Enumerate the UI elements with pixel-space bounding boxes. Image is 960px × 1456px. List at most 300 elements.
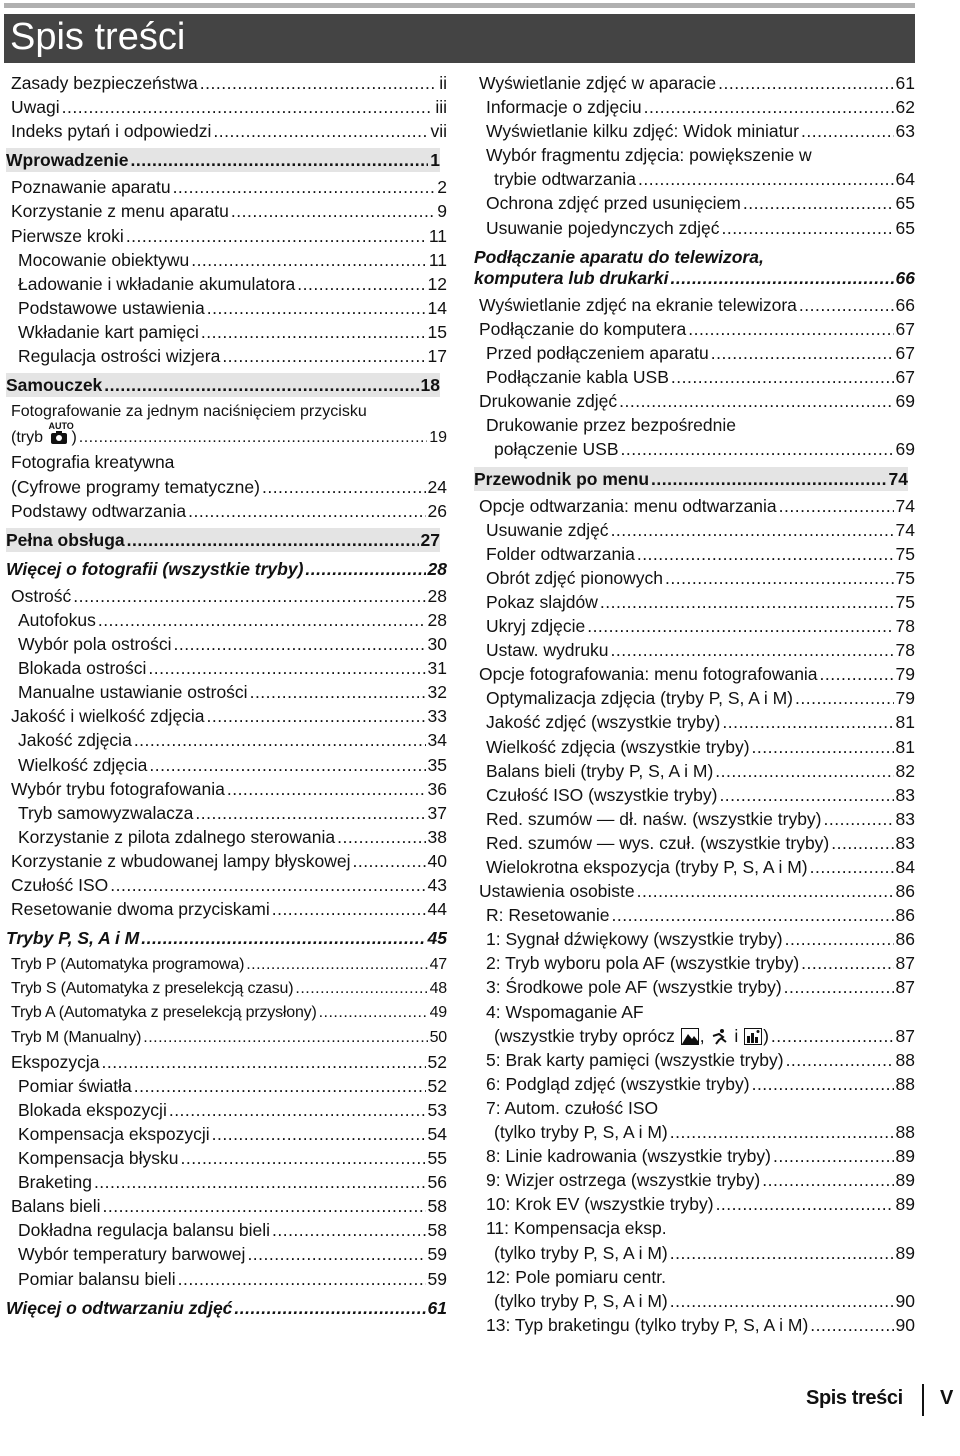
toc-page-number: iii bbox=[435, 97, 447, 118]
dot-leader bbox=[134, 728, 426, 752]
toc-entry-title-text: Opcje fotografowania: menu fotografowania bbox=[479, 664, 818, 685]
toc-entry-title-text: trybie odtwarzania bbox=[494, 169, 637, 190]
toc-page-number: 27 bbox=[420, 529, 440, 550]
toc-entry-title bbox=[11, 584, 71, 608]
toc-entry-title bbox=[486, 1072, 750, 1096]
dot-leader bbox=[771, 1024, 894, 1048]
toc-entry-poznawanie-aparatu[interactable] bbox=[6, 175, 447, 199]
dot-leader bbox=[670, 1120, 894, 1144]
toc-entry-obrot-zdjec-pionowych[interactable] bbox=[474, 566, 915, 590]
toc-entry-drukowanie-zdjec[interactable] bbox=[474, 389, 915, 413]
toc-entry-tylko-tryby-p-s-a-i-m[interactable] bbox=[474, 1289, 915, 1313]
toc-page-number: 35 bbox=[427, 754, 447, 775]
toc-entry-ukryj-zdjecie[interactable] bbox=[474, 614, 915, 638]
toc-entry-blokada-ekspozycji[interactable] bbox=[6, 1098, 447, 1122]
toc-entry-title bbox=[11, 403, 367, 420]
toc-entry-balans-bieli[interactable] bbox=[6, 1194, 447, 1218]
toc-page-number: 52 bbox=[427, 1075, 447, 1096]
toc-page-number: 89 bbox=[895, 1146, 915, 1167]
toc-entry-4-wspomaganie-af[interactable] bbox=[474, 1000, 915, 1024]
toc-entry-title bbox=[486, 566, 663, 590]
toc-page-number: 88 bbox=[895, 1049, 915, 1070]
toc-page-number: 69 bbox=[895, 439, 915, 460]
dot-leader bbox=[779, 494, 894, 518]
toc-entry-wybor-trybu-fotografowania[interactable] bbox=[6, 777, 447, 801]
toc-entry-9-wizjer-ostrzega-wszystkie-tryby[interactable] bbox=[474, 1168, 915, 1192]
dot-leader bbox=[831, 831, 893, 855]
night-landscape-icon bbox=[744, 1027, 762, 1044]
toc-entry-title-text: 9: Wizjer ostrzega (wszystkie tryby) bbox=[486, 1170, 761, 1191]
toc-entry-podstawowe-ustawienia[interactable] bbox=[6, 296, 447, 320]
toc-page-number: 82 bbox=[895, 760, 915, 781]
toc-entry-title-text: Wielkość zdjęcia (wszystkie tryby) bbox=[486, 736, 750, 757]
toc-entry-title bbox=[6, 373, 102, 397]
toc-page-number: 90 bbox=[895, 1314, 915, 1335]
toc-entry-regulacja-ostrosci-wizjera[interactable] bbox=[6, 344, 447, 368]
toc-entry-title bbox=[11, 897, 270, 921]
toc-entry-8-linie-kadrowania-wszystkie-tryby[interactable] bbox=[474, 1144, 915, 1168]
toc-entry-1-sygnal-dzwiekowy-wszystkie-tryby[interactable] bbox=[474, 927, 915, 951]
toc-entry-korzystanie-z-menu-aparatu[interactable] bbox=[6, 199, 447, 223]
dot-leader bbox=[824, 807, 894, 831]
toc-entry-tryb[interactable] bbox=[6, 421, 447, 450]
toc-entry-pierwsze-kroki[interactable] bbox=[6, 224, 447, 248]
toc-entry-trybie-odtwarzania[interactable] bbox=[474, 167, 915, 191]
dot-leader bbox=[619, 389, 893, 413]
toc-entry-red-szumow-dl-nasw-wszystkie-tryby[interactable] bbox=[474, 807, 915, 831]
dot-leader bbox=[200, 71, 437, 95]
toc-entry-podstawy-odtwarzania[interactable] bbox=[6, 499, 447, 523]
toc-entry-tryb-samowyzwalacza[interactable] bbox=[6, 801, 447, 825]
dot-leader bbox=[671, 266, 894, 290]
toc-entry-title-text: Ostrość bbox=[11, 585, 72, 606]
toc-entry-title bbox=[11, 849, 350, 873]
toc-page-number: 67 bbox=[895, 367, 915, 388]
toc-entry-uwagi[interactable] bbox=[6, 95, 447, 119]
toc-entry-title bbox=[474, 467, 649, 491]
toc-entry-ekspozycja[interactable] bbox=[6, 1050, 447, 1074]
toc-entry-wyswietlanie-zdjec-na-ekranie-telewizora[interactable] bbox=[474, 293, 915, 317]
toc-entry-pomiar-balansu-bieli[interactable] bbox=[6, 1267, 447, 1291]
toc-entry-cyfrowe-programy-tematyczne[interactable] bbox=[6, 475, 447, 499]
toc-entry-2-tryb-wyboru-pola-af-wszystkie-tryby[interactable] bbox=[474, 951, 915, 975]
toc-entry-opcje-odtwarzania-menu-odtwarzania[interactable] bbox=[474, 494, 915, 518]
toc-section-samouczek[interactable] bbox=[6, 373, 440, 397]
auto-camera-icon: AUTO bbox=[48, 424, 70, 446]
footer-section-label: Spis treści bbox=[806, 1387, 903, 1409]
toc-entry-title bbox=[11, 499, 186, 523]
dot-leader bbox=[600, 590, 894, 614]
toc-entry-fotografia-kreatywna[interactable] bbox=[6, 450, 447, 474]
toc-entry-title-text: Wyświetlanie zdjęć na ekranie telewizora bbox=[479, 294, 797, 315]
toc-entry-optymalizacja-zdjecia-tryby-p-s-a-i-m[interactable] bbox=[474, 686, 915, 710]
toc-section-przewodnik-po-menu[interactable] bbox=[474, 467, 908, 491]
toc-entry-pomiar-swiatla[interactable] bbox=[6, 1074, 447, 1098]
toc-entry-red-szumow-wys-czul-wszystkie-tryby[interactable] bbox=[474, 831, 915, 855]
toc-entry-title-text: Pokaz slajdów bbox=[486, 591, 598, 612]
toc-entry-title-text: Więcej o odtwarzaniu zdjęć bbox=[6, 1297, 233, 1318]
toc-entry-title bbox=[486, 686, 793, 710]
toc-entry-title bbox=[11, 777, 225, 801]
dot-leader bbox=[227, 777, 426, 801]
toc-entry-jakosc-zdjecia[interactable] bbox=[6, 728, 447, 752]
toc-entry-braketing[interactable] bbox=[6, 1170, 447, 1194]
toc-entry-folder-odtwarzania[interactable] bbox=[474, 542, 915, 566]
toc-entry-korzystanie-z-pilota-zdalnego-sterowania[interactable] bbox=[6, 825, 447, 849]
toc-page-number: 62 bbox=[895, 97, 915, 118]
toc-entry-title bbox=[11, 1026, 141, 1050]
toc-entry-title-text: Tryb P (Automatyka programowa) bbox=[11, 956, 245, 974]
toc-section-wprowadzenie[interactable] bbox=[6, 148, 440, 172]
toc-entry-title-text: Tryb samowyzwalacza bbox=[18, 802, 194, 823]
toc-entry-title bbox=[11, 1194, 101, 1218]
toc-entry-title-text: Przed podłączeniem aparatu bbox=[486, 343, 709, 364]
toc-entry-title-text: 7: Autom. czułość ISO bbox=[486, 1097, 659, 1118]
toc-entry-czulosc-iso-wszystkie-tryby[interactable] bbox=[474, 783, 915, 807]
dot-leader bbox=[688, 317, 893, 341]
toc-page-number: 26 bbox=[427, 500, 447, 521]
toc-entry-wybor-fragmentu-zdjecia-powiekszenie-w[interactable] bbox=[474, 143, 915, 167]
toc-entry-title-text: Pomiar światła bbox=[18, 1075, 132, 1096]
toc-entry-title-text: Wkładanie kart pamięci bbox=[18, 321, 199, 342]
dot-leader bbox=[94, 1170, 426, 1194]
toc-page-number: 9 bbox=[437, 201, 447, 222]
dot-leader bbox=[247, 1242, 425, 1266]
dot-leader bbox=[785, 927, 894, 951]
toc-page-number: 59 bbox=[427, 1268, 447, 1289]
toc-page-number: 83 bbox=[895, 832, 915, 853]
toc-entry-autofokus[interactable] bbox=[6, 608, 447, 632]
toc-section-tryby-p-s-a-i-m[interactable] bbox=[6, 926, 447, 950]
toc-entry-title bbox=[479, 71, 716, 95]
toc-entry-r-resetowanie[interactable] bbox=[474, 903, 915, 927]
dot-leader bbox=[801, 951, 893, 975]
toc-entry-wkladanie-kart-pamieci[interactable] bbox=[6, 320, 447, 344]
toc-section-pelna-obsluga[interactable] bbox=[6, 528, 440, 552]
toc-entry-title bbox=[11, 704, 205, 728]
dot-leader bbox=[297, 272, 425, 296]
toc-entry-title-text: Tryby P, S, A i M bbox=[6, 928, 140, 949]
toc-entry-kompensacja-ekspozycji[interactable] bbox=[6, 1122, 447, 1146]
toc-page-number: 56 bbox=[427, 1172, 447, 1193]
toc-page-number: 67 bbox=[895, 343, 915, 364]
toc-entry-title-text: Pomiar balansu bieli bbox=[18, 1268, 176, 1289]
page-footer bbox=[806, 1382, 956, 1418]
dot-leader bbox=[786, 1048, 894, 1072]
dot-leader bbox=[212, 1122, 426, 1146]
toc-page-number: 58 bbox=[427, 1196, 447, 1217]
toc-entry-title bbox=[486, 1002, 644, 1022]
toc-entry-przed-podlaczeniem-aparatu[interactable] bbox=[474, 341, 915, 365]
toc-section-wiecej-o-fotografii-wszystkie-tryby[interactable] bbox=[6, 557, 447, 581]
toc-entry-title bbox=[479, 389, 617, 413]
toc-entry-3-srodkowe-pole-af-wszystkie-tryby[interactable] bbox=[474, 975, 915, 999]
toc-entry-usuwanie-zdjec[interactable] bbox=[474, 518, 915, 542]
toc-page-number: 28 bbox=[427, 585, 447, 606]
dot-leader bbox=[637, 879, 894, 903]
toc-entry-tylko-tryby-p-s-a-i-m[interactable] bbox=[474, 1120, 915, 1144]
toc-entry-resetowanie-dwoma-przyciskami[interactable] bbox=[6, 897, 447, 921]
toc-entry-title-text: Przewodnik po menu bbox=[474, 468, 650, 489]
toc-page-number: 88 bbox=[895, 1122, 915, 1143]
top-rule bbox=[4, 3, 915, 8]
toc-entry-dokladna-regulacja-balansu-bieli[interactable] bbox=[6, 1218, 447, 1242]
toc-entry-title-text: Kompensacja ekspozycji bbox=[18, 1123, 210, 1144]
toc-page-number: 61 bbox=[427, 1297, 447, 1318]
dot-leader bbox=[743, 191, 894, 215]
toc-entry-wielkosc-zdjecia-wszystkie-tryby[interactable] bbox=[474, 735, 915, 759]
toc-page-number: 34 bbox=[427, 730, 447, 751]
toc-entry-title-text: Resetowanie dwoma przyciskami bbox=[11, 899, 270, 920]
toc-page-number: 75 bbox=[895, 567, 915, 588]
toc-entry-title bbox=[11, 175, 171, 199]
toc-entry-tryb-p-automatyka-programowa[interactable] bbox=[6, 953, 447, 977]
toc-entry-drukowanie-przez-bezposrednie[interactable] bbox=[474, 413, 915, 437]
toc-page-number: 84 bbox=[895, 857, 915, 877]
toc-page-number: 1 bbox=[430, 150, 440, 171]
toc-entry-wyswietlanie-kilku-zdjec-widok-miniatur[interactable] bbox=[474, 119, 915, 143]
toc-entry-wybor-temperatury-barwowej[interactable] bbox=[6, 1242, 447, 1266]
dot-leader bbox=[250, 680, 426, 704]
toc-entry-ustawienia-osobiste[interactable] bbox=[474, 879, 915, 903]
toc-entry-13-typ-braketingu-tylko-tryby-p-s-a-i-m[interactable] bbox=[474, 1313, 915, 1337]
toc-page-number: 43 bbox=[427, 875, 447, 895]
toc-entry-title-text: Podstawy odtwarzania bbox=[11, 500, 187, 521]
toc-page-number: 69 bbox=[895, 391, 915, 412]
toc-entry-title-text: 3: Środkowe pole AF (wszystkie tryby) bbox=[486, 977, 782, 998]
toc-entry-tryb-s-automatyka-z-preselekcja-czasu[interactable] bbox=[6, 977, 447, 1001]
toc-entry-title bbox=[486, 365, 669, 389]
toc-entry-wielkosc-zdjecia[interactable] bbox=[6, 753, 447, 777]
toc-entry-ostrosc[interactable] bbox=[6, 584, 447, 608]
toc-page-number: 74 bbox=[895, 519, 915, 540]
toc-entry-title bbox=[494, 1120, 668, 1144]
toc-entry-title bbox=[486, 119, 799, 143]
icon-separator: i bbox=[729, 1025, 744, 1046]
toc-entry-title bbox=[11, 873, 108, 897]
dot-leader bbox=[272, 897, 426, 921]
toc-entry-title-text: Dokładna regulacja balansu bieli bbox=[18, 1220, 270, 1241]
dot-leader bbox=[73, 584, 425, 608]
toc-page-number: 53 bbox=[427, 1099, 447, 1120]
toc-entry-title bbox=[11, 977, 293, 1001]
toc-entry-title-text: Fotografia kreatywna bbox=[11, 452, 175, 473]
toc-entry-jakosc-zdjec-wszystkie-tryby[interactable] bbox=[474, 710, 915, 734]
toc-entry-title bbox=[18, 1074, 132, 1098]
toc-page-number: 2 bbox=[437, 177, 447, 198]
toc-entry-title bbox=[486, 1313, 808, 1337]
dot-leader bbox=[143, 1026, 427, 1050]
toc-entry-balans-bieli-tryby-p-s-a-i-m[interactable] bbox=[474, 759, 915, 783]
toc-page-number: 89 bbox=[895, 1170, 915, 1191]
toc-entry-title-text: (tylko tryby P, S, A i M) bbox=[494, 1122, 668, 1143]
toc-page-number: vii bbox=[430, 121, 447, 142]
toc-entry-mocowanie-obiektywu[interactable] bbox=[6, 248, 447, 272]
toc-entry-tryb-a-automatyka-z-preselekcja-przyslon[interactable] bbox=[6, 1001, 447, 1025]
toc-entry-title-text: Ustawienia osobiste bbox=[479, 881, 635, 902]
toc-page-number: 64 bbox=[895, 169, 915, 190]
toc-entry-title-text: Korzystanie z pilota zdalnego sterowania bbox=[18, 826, 336, 847]
dot-leader bbox=[801, 119, 894, 143]
toc-page-number: 86 bbox=[895, 929, 915, 950]
toc-page-number: 67 bbox=[895, 318, 915, 339]
dot-leader bbox=[207, 704, 426, 728]
toc-entry-czulosc-iso[interactable] bbox=[6, 873, 447, 897]
toc-entry-podlaczanie-kabla-usb[interactable] bbox=[474, 365, 915, 389]
toc-entry-title-suffix: ) bbox=[763, 1025, 769, 1046]
dot-leader bbox=[670, 1289, 894, 1313]
toc-entry-title-text: Wyświetlanie kilku zdjęć: Widok miniatur bbox=[486, 121, 799, 142]
toc-entry-wszystkie-tryby-oprocz[interactable] bbox=[474, 1024, 915, 1048]
toc-entry-title bbox=[18, 753, 147, 777]
toc-entry-title bbox=[11, 475, 260, 499]
toc-entry-title bbox=[486, 927, 783, 951]
toc-entry-title-text: Wybór pola ostrości bbox=[18, 634, 172, 655]
toc-entry-title bbox=[494, 1241, 668, 1265]
toc-entry-10-krok-ev-wszystkie-tryby[interactable] bbox=[474, 1192, 915, 1216]
dot-leader bbox=[141, 926, 425, 950]
toc-entry-title-text: (wszystkie tryby oprócz bbox=[494, 1025, 680, 1046]
toc-entry-korzystanie-z-wbudowanej-lampy-blyskowej[interactable] bbox=[6, 849, 447, 873]
toc-entry-title-text: Podłączanie kabla USB bbox=[486, 367, 669, 388]
toc-entry-11-kompensacja-eksp[interactable] bbox=[474, 1216, 915, 1240]
toc-entry-title-text: Ochrona zdjęć przed usunięciem bbox=[486, 193, 741, 214]
toc-entry-title-text: Drukowanie przez bezpośrednie bbox=[486, 415, 736, 436]
toc-entry-polaczenie-usb[interactable] bbox=[474, 437, 915, 461]
toc-entry-title-text: 13: Typ braketingu (tylko tryby P, S, A i M) bbox=[486, 1314, 809, 1335]
toc-entry-title-text: Balans bieli (tryby P, S, A i M) bbox=[486, 760, 714, 781]
toc-entry-jakosc-i-wielkosc-zdjecia[interactable] bbox=[6, 704, 447, 728]
toc-entry-tylko-tryby-p-s-a-i-m[interactable] bbox=[474, 1241, 915, 1265]
toc-entry-title-text: Czułość ISO bbox=[11, 875, 109, 895]
dot-leader bbox=[319, 1001, 428, 1025]
toc-entry-title bbox=[486, 710, 720, 734]
toc-entry-blokada-ostrosci[interactable] bbox=[6, 656, 447, 680]
toc-page-number: 87 bbox=[895, 953, 915, 974]
dot-leader bbox=[178, 1267, 426, 1291]
dot-leader bbox=[799, 293, 894, 317]
toc-entry-title bbox=[486, 1144, 771, 1168]
toc-entry-pokaz-slajdow[interactable] bbox=[474, 590, 915, 614]
landscape-icon bbox=[681, 1027, 699, 1044]
toc-entry-6-podglad-zdjec-wszystkie-tryby[interactable] bbox=[474, 1072, 915, 1096]
dot-leader bbox=[665, 566, 893, 590]
dot-leader bbox=[104, 373, 418, 397]
toc-entry-ladowanie-i-wkladanie-akumulatora[interactable] bbox=[6, 272, 447, 296]
toc-page-number: 81 bbox=[895, 736, 915, 757]
toc-page-number: 11 bbox=[428, 249, 447, 270]
toc-entry-title bbox=[486, 415, 736, 435]
toc-page-number: 75 bbox=[895, 543, 915, 564]
toc-entry-title-text: Kompensacja błysku bbox=[18, 1148, 179, 1169]
toc-section-wiecej-o-odtwarzaniu-zdjec[interactable] bbox=[6, 1296, 447, 1320]
toc-entry-title-text: Wybór trybu fotografowania bbox=[11, 778, 225, 799]
toc-entry-opcje-fotografowania-menu-fotografowania[interactable] bbox=[474, 662, 915, 686]
toc-entry-title-text: Indeks pytań i odpowiedzi bbox=[11, 121, 212, 142]
dot-leader bbox=[102, 1050, 426, 1074]
toc-entry-title-text: Wyświetlanie zdjęć w aparacie bbox=[479, 73, 717, 93]
toc-entry-title-text: Podstawowe ustawienia bbox=[18, 297, 205, 318]
dot-leader bbox=[195, 801, 425, 825]
toc-page-number: 31 bbox=[427, 658, 447, 679]
toc-entry-title bbox=[18, 248, 189, 272]
toc-entry-title bbox=[18, 1122, 210, 1146]
toc-entry-title bbox=[474, 266, 669, 290]
toc-page-number: 54 bbox=[427, 1123, 447, 1144]
toc-entry-12-pole-pomiaru-centr[interactable] bbox=[474, 1265, 915, 1289]
dot-leader bbox=[188, 499, 425, 523]
toc-page-number: 83 bbox=[895, 808, 915, 829]
toc-entry-title-suffix: ) bbox=[71, 429, 77, 447]
toc-page-number: 63 bbox=[895, 121, 915, 142]
toc-entry-wyswietlanie-zdjec-w-aparacie[interactable] bbox=[474, 71, 915, 95]
toc-entry-title-text: Ukryj zdjęcie bbox=[486, 616, 586, 637]
toc-entry-title bbox=[18, 1218, 270, 1242]
toc-entry-title-text: 4: Wspomaganie AF bbox=[486, 1001, 644, 1022]
toc-entry-title-text: Ustaw. wydruku bbox=[486, 640, 609, 661]
toc-page-number: 37 bbox=[427, 802, 447, 823]
toc-section-komputera-lub-drukarki[interactable] bbox=[474, 266, 915, 290]
page-number: V bbox=[940, 1387, 954, 1409]
toc-page-number: 89 bbox=[895, 1242, 915, 1263]
toc-entry-title-text: Mocowanie obiektywu bbox=[18, 249, 190, 270]
toc-entry-title bbox=[18, 320, 199, 344]
toc-entry-title bbox=[494, 1289, 668, 1313]
toc-entry-7-autom-czulosc-iso[interactable] bbox=[474, 1096, 915, 1120]
toc-entry-title-text: Tryb M (Manualny) bbox=[11, 1028, 142, 1046]
toc-entry-title-text: Korzystanie z wbudowanej lampy błyskowej bbox=[11, 850, 351, 871]
toc-entry-manualne-ustawianie-ostrosci[interactable] bbox=[6, 680, 447, 704]
dot-leader bbox=[262, 475, 426, 499]
toc-entry-title bbox=[486, 1192, 714, 1216]
toc-entry-ochrona-zdjec-przed-usunieciem[interactable] bbox=[474, 191, 915, 215]
toc-entry-title-text: Opcje odtwarzania: menu odtwarzania bbox=[479, 495, 777, 516]
toc-entry-zasady-bezpieczenstwa[interactable] bbox=[6, 71, 447, 95]
toc-page-number: 90 bbox=[895, 1290, 915, 1311]
toc-page-number: 44 bbox=[427, 899, 447, 920]
toc-page-number: 14 bbox=[427, 297, 447, 318]
dot-leader bbox=[213, 119, 428, 143]
toc-entry-informacje-o-zdjeciu[interactable] bbox=[474, 95, 915, 119]
toc-entry-tryb-m-manualny[interactable] bbox=[6, 1026, 447, 1050]
toc-page-number: 11 bbox=[428, 225, 447, 246]
toc-entry-title bbox=[6, 528, 125, 552]
toc-entry-ustaw-wydruku[interactable] bbox=[474, 638, 915, 662]
dot-leader bbox=[810, 1313, 893, 1337]
toc-entry-wybor-pola-ostrosci[interactable] bbox=[6, 632, 447, 656]
toc-entry-usuwanie-pojedynczych-zdjec[interactable] bbox=[474, 216, 915, 240]
toc-entry-5-brak-karty-pamieci-wszystkie-tryby[interactable] bbox=[474, 1048, 915, 1072]
toc-entry-title bbox=[18, 608, 96, 632]
toc-page-number: 61 bbox=[895, 73, 915, 93]
toc-entry-indeks-pytan-i-odpowiedzi[interactable] bbox=[6, 119, 447, 143]
dot-leader bbox=[820, 662, 894, 686]
toc-entry-wielokrotna-ekspozycja-tryby-p-s-a-i-m[interactable] bbox=[474, 855, 915, 879]
toc-entry-kompensacja-blysku[interactable] bbox=[6, 1146, 447, 1170]
toc-entry-podlaczanie-do-komputera[interactable] bbox=[474, 317, 915, 341]
toc-page-number: 74 bbox=[895, 495, 915, 516]
toc-entry-title-text: 5: Brak karty pamięci (wszystkie tryby) bbox=[486, 1049, 784, 1070]
toc-page-number: 48 bbox=[429, 980, 447, 998]
toc-entry-title bbox=[6, 557, 303, 581]
sports-icon bbox=[710, 1027, 728, 1044]
toc-page-number: 33 bbox=[427, 706, 447, 727]
toc-entry-title bbox=[11, 953, 244, 977]
toc-column-left bbox=[6, 71, 447, 1323]
toc-entry-title-text: Red. szumów — wys. czuł. (wszystkie tryby) bbox=[486, 832, 830, 853]
toc-entry-title bbox=[486, 1168, 760, 1192]
toc-entry-title-text: 6: Podgląd zdjęć (wszystkie tryby) bbox=[486, 1073, 750, 1094]
